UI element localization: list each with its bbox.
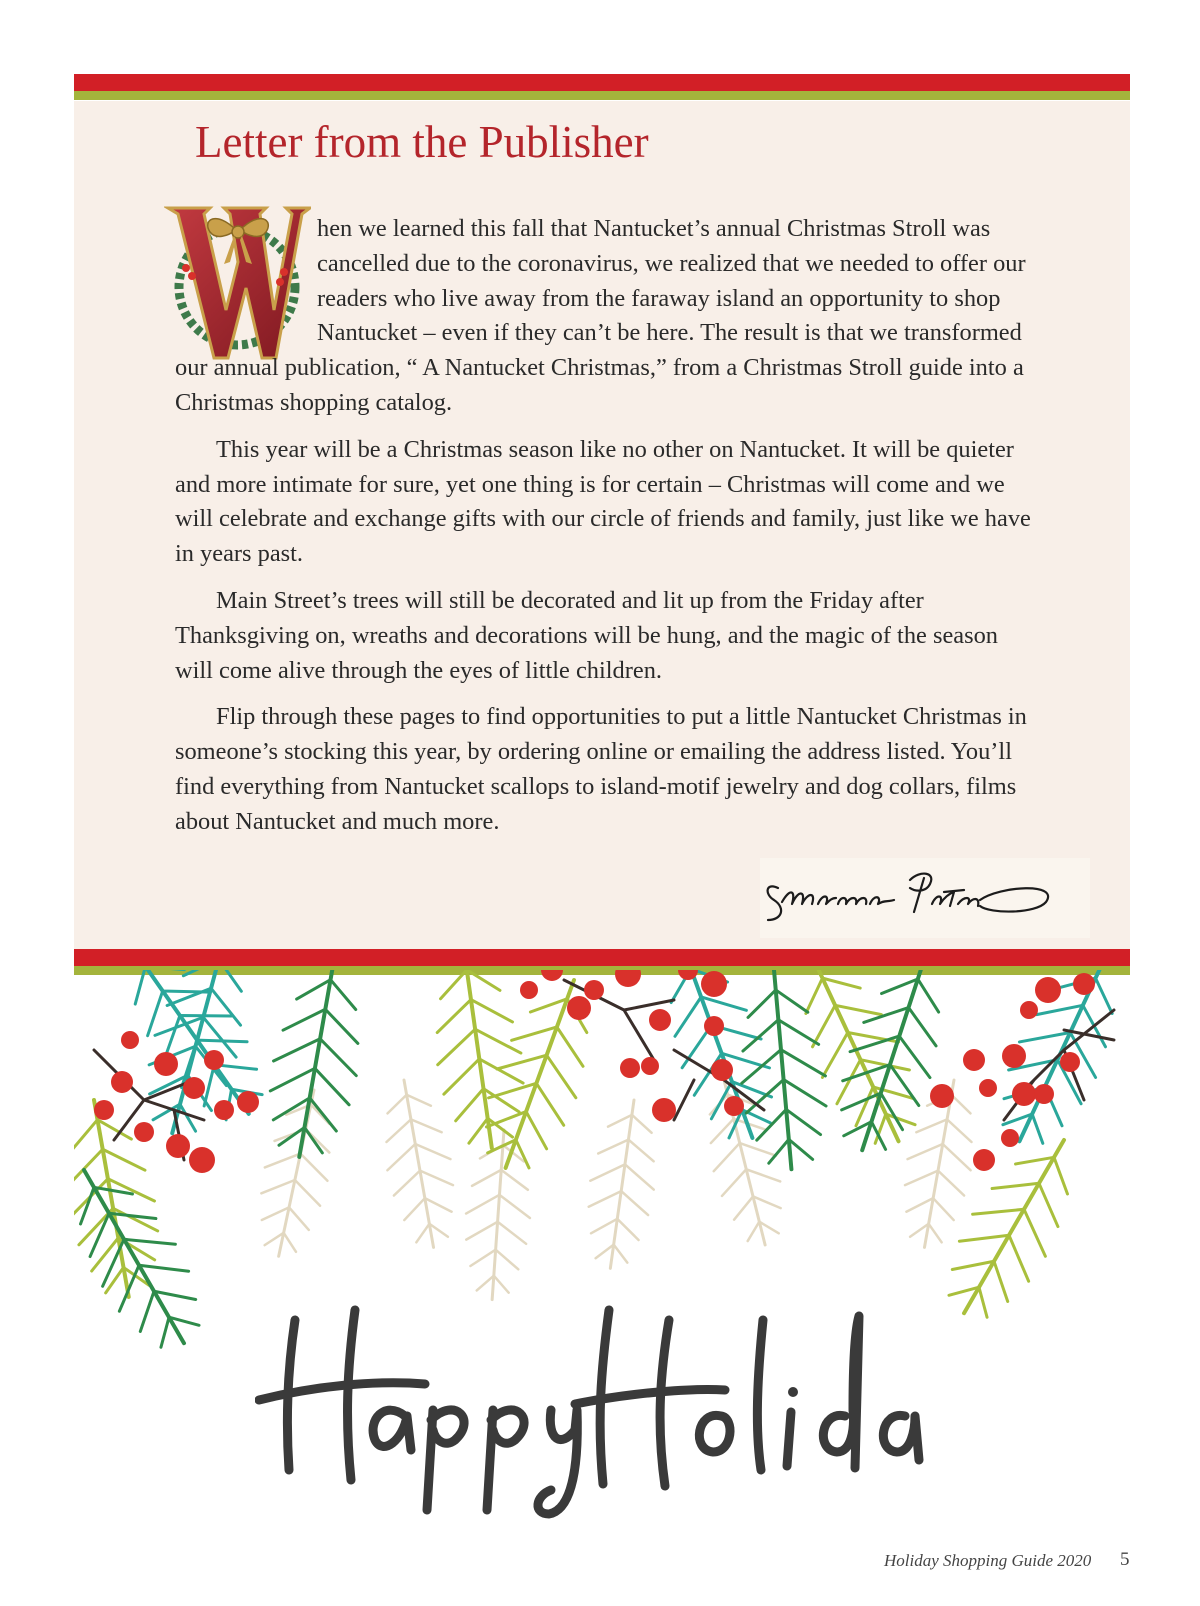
top-green-stripe <box>74 91 1130 100</box>
page-title: Letter from the Publisher <box>195 117 649 167</box>
letter-paragraph-3: Main Street’s trees will still be decorated and lit up from the Friday after Thanksgiving on, wreaths and decorations will be hung, and the magic of the season will come alive through the eyes of little children. <box>175 586 998 684</box>
letter-paragraph-2: This year will be a Christmas season like no other on Nantucket. It will be quieter and more intimate for sure, yet one thing is for certain – Christmas will come and we will celebrate and exchange gifts with our circle of friends and family, just like we have in years past. <box>175 435 1031 568</box>
drop-cap-space <box>175 212 317 348</box>
letter-paragraph-4: Flip through these pages to find opportunities to put a little Nantucket Christmas in someone’s stocking this year, by ordering online or emailing the address listed. You’ll find everything from Nantucket scallops to island-motif jewelry and dog collars, films about Nantucket and much more. <box>175 703 1027 835</box>
happy-holidays-lettering <box>255 1300 955 1530</box>
bottom-red-stripe <box>74 949 1130 966</box>
top-red-stripe <box>74 74 1130 91</box>
page-number: 5 <box>1120 1549 1130 1570</box>
paragraph-1-text: hen we learned this fall that Nantucket’s annual Christmas Stroll was cancelled due to the coronavirus, we realized that we needed to offer our readers who live away from the faraway island an opportunity to shop Nantucket – even if they can’t be here. The result is that we transformed our annual publication, “ A Nantucket Christmas,” from a Christmas Stroll guide into a Christmas shopping catalog. <box>175 215 1026 416</box>
letter-body <box>175 212 1035 852</box>
footer-publication: Holiday Shopping Guide 2020 <box>884 1551 1092 1570</box>
publisher-signature <box>760 858 1090 938</box>
letter-paragraph-1 <box>175 212 1035 421</box>
